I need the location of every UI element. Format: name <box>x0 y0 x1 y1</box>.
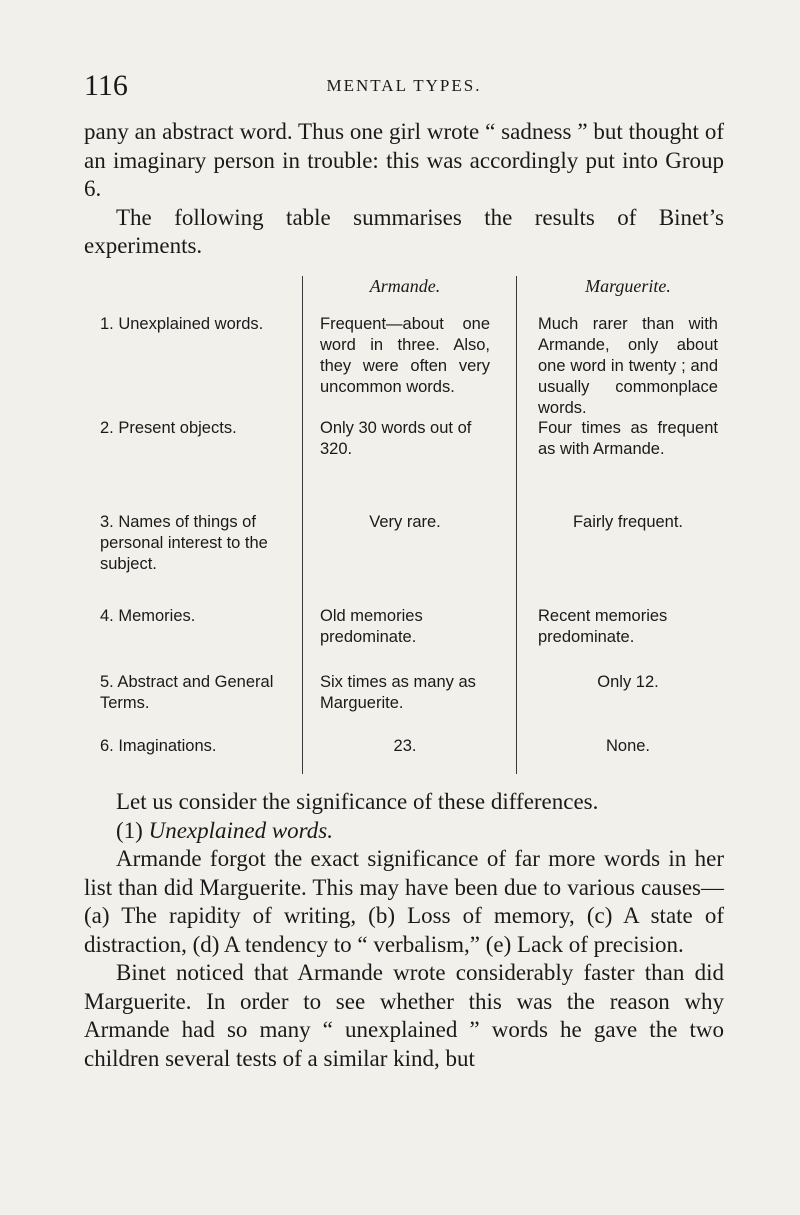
row-label: 4. Memories. <box>100 607 196 625</box>
subheading-title: Unexplained words. <box>148 817 333 843</box>
marguerite-cell: Much rarer than with Armande, only about one word in twenty ; and usually commonplace words. <box>538 315 718 417</box>
discussion-text <box>84 788 724 1073</box>
row-label: 2. Present objects. <box>100 419 237 437</box>
paragraph: The following table summarises the results of Binet’s experiments. <box>84 204 724 258</box>
column-divider <box>516 276 517 774</box>
running-title: MENTAL TYPES. <box>326 76 482 95</box>
column-header-marguerite: Marguerite. <box>585 276 671 296</box>
armande-cell: Six times as many as Marguerite. <box>320 673 476 712</box>
marguerite-cell: Four times as frequent as with Armande. <box>538 419 718 458</box>
armande-cell: Old memories predominate. <box>320 607 423 646</box>
paragraph: Binet noticed that Armande wrote considerably faster than did Marguerite. In order to see whether this was the reason why Armande had so many “ unexplained ” words he gave the two children several tests of a similar kind, but <box>84 960 724 1071</box>
intro-text <box>84 118 724 261</box>
page-number: 116 <box>84 69 128 102</box>
marguerite-cell: None. <box>605 737 651 755</box>
subheading-number: (1) <box>116 817 143 843</box>
section-subheading <box>84 817 724 846</box>
column-header-armande: Armande. <box>369 276 441 296</box>
row-label: 3. Names of things of personal interest to the subject. <box>100 513 268 573</box>
row-label: 1. Unexplained words. <box>100 315 264 333</box>
armande-cell: Frequent—about one word in three. Also, they were often very uncommon words. <box>320 315 490 396</box>
paragraph: Let us consider the significance of these differences. <box>116 789 599 814</box>
paragraph: Armande forgot the exact significance of far more words in her list than did Marguerite. This may have been due to various causes—(a) The rapidity of writing, (b) Loss of memory, (c) A state of distraction, (d) A tendency to “ verbalism,” (e) Lack of precision. <box>84 846 724 957</box>
armande-cell: Very rare. <box>369 513 441 531</box>
marguerite-cell: Only 12. <box>597 673 659 691</box>
page-header <box>84 66 724 106</box>
results-table <box>84 276 724 774</box>
row-label: 5. Abstract and General Terms. <box>100 673 274 712</box>
armande-cell: 23. <box>393 737 417 755</box>
marguerite-cell: Fairly frequent. <box>572 513 684 531</box>
paragraph: pany an abstract word. Thus one girl wrote “ sadness ” but thought of an imaginary person in trouble: this was accordingly put into Group 6. <box>84 119 724 201</box>
marguerite-cell: Recent memories predominate. <box>538 607 668 646</box>
row-label: 6. Imaginations. <box>100 737 217 755</box>
column-divider <box>302 276 303 774</box>
armande-cell: Only 30 words out of 320. <box>320 419 472 458</box>
